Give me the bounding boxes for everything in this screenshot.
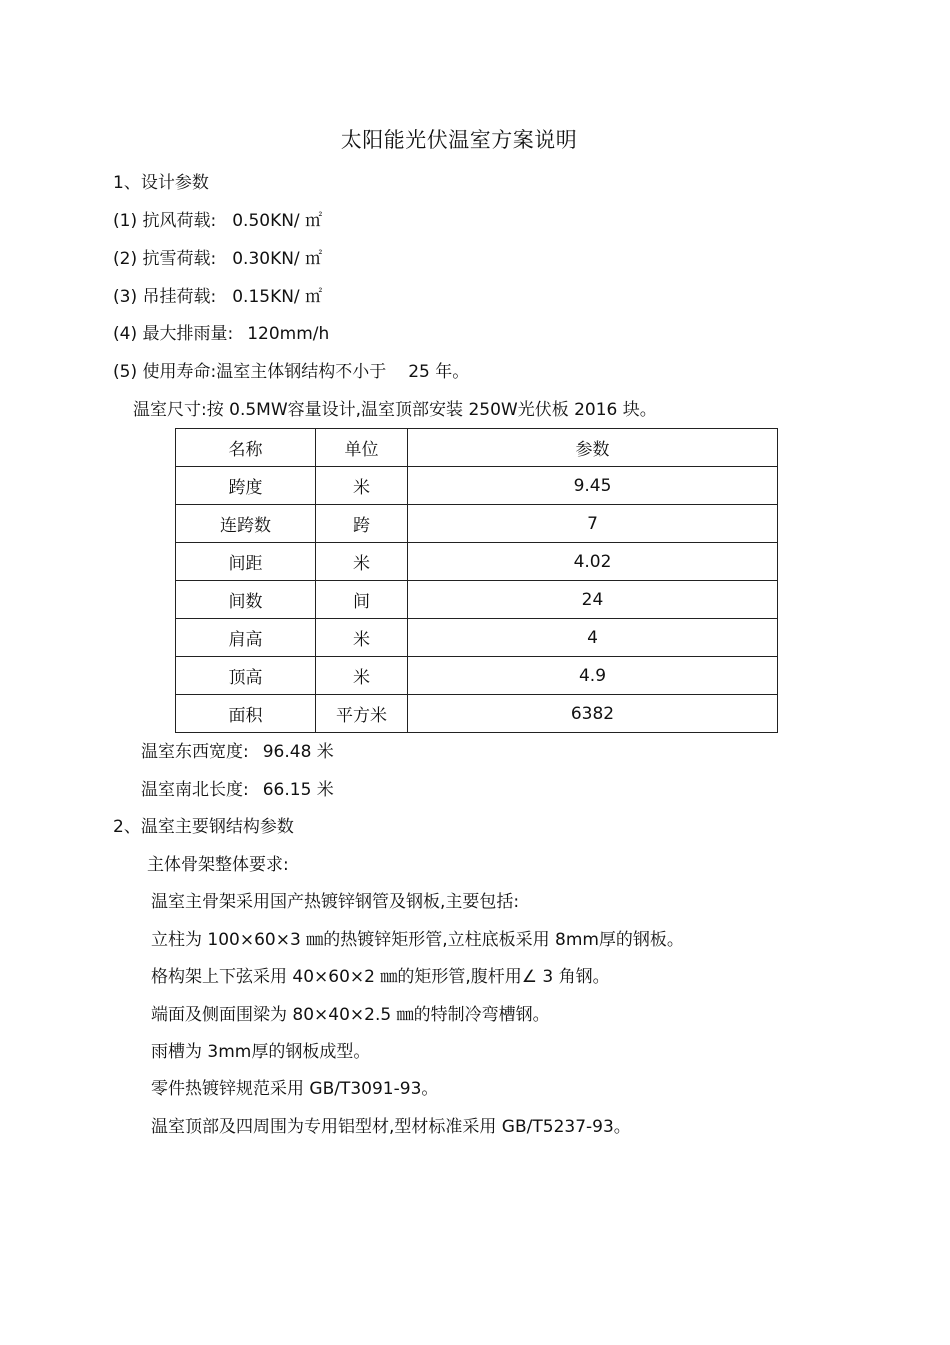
structure-line: 雨槽为 3mm厚的钢板成型。 xyxy=(151,1042,371,1062)
section-2-heading: 2、温室主要钢结构参数 xyxy=(113,817,294,837)
table-cell: 间 xyxy=(316,581,408,619)
table-cell: 米 xyxy=(316,619,408,657)
table-cell: 间数 xyxy=(176,581,316,619)
table-cell: 4.9 xyxy=(408,657,778,695)
table-cell: 间距 xyxy=(176,543,316,581)
structure-line: 格构架上下弦采用 40×60×2 ㎜的矩形管,腹杆用∠ 3 角钢。 xyxy=(151,967,610,987)
header-unit: 单位 xyxy=(316,429,408,467)
table-cell: 连跨数 xyxy=(176,505,316,543)
table-row xyxy=(176,695,778,733)
table-cell: 24 xyxy=(408,581,778,619)
param-label: (3) 吊挂荷载: xyxy=(113,287,217,307)
table-cell: 7 xyxy=(408,505,778,543)
table-cell: 米 xyxy=(316,467,408,505)
east-west-width xyxy=(141,740,334,764)
north-south-length xyxy=(141,778,334,802)
table-row xyxy=(176,543,778,581)
param-value: 120mm/h xyxy=(247,324,330,344)
param-label: (5) 使用寿命:温室主体钢结构不小于 xyxy=(113,362,387,382)
table-cell: 跨度 xyxy=(176,467,316,505)
dimension-label: 温室东西宽度: xyxy=(141,742,249,762)
document-title: 太阳能光伏温室方案说明 xyxy=(340,128,578,152)
parameter-table xyxy=(175,428,778,733)
table-row xyxy=(176,657,778,695)
param-value: 25 年。 xyxy=(408,362,470,382)
table-cell: 面积 xyxy=(176,695,316,733)
table-cell: 肩高 xyxy=(176,619,316,657)
structure-line: 立柱为 100×60×3 ㎜的热镀锌矩形管,立柱底板采用 8mm厚的钢板。 xyxy=(151,930,684,950)
dimension-value: 66.15 米 xyxy=(262,780,334,800)
param-hanging-load xyxy=(113,285,322,309)
param-value: 0.15KN/ ㎡ xyxy=(232,287,323,307)
param-service-life xyxy=(113,360,469,384)
table-cell: 米 xyxy=(316,657,408,695)
dimension-value: 96.48 米 xyxy=(262,742,334,762)
greenhouse-size-note: 温室尺寸:按 0.5MW容量设计,温室顶部安装 250W光伏板 2016 块。 xyxy=(133,400,657,420)
table-header-row xyxy=(176,429,778,467)
dimension-label: 温室南北长度: xyxy=(141,780,249,800)
param-label: (2) 抗雪荷载: xyxy=(113,249,217,269)
table-cell: 米 xyxy=(316,543,408,581)
structure-line: 主体骨架整体要求: xyxy=(147,855,289,875)
table-cell: 顶高 xyxy=(176,657,316,695)
param-label: (4) 最大排雨量: xyxy=(113,324,234,344)
header-value: 参数 xyxy=(408,429,778,467)
table-cell: 4 xyxy=(408,619,778,657)
table-cell: 9.45 xyxy=(408,467,778,505)
header-name: 名称 xyxy=(176,429,316,467)
table-row xyxy=(176,581,778,619)
table-cell: 4.02 xyxy=(408,543,778,581)
table-cell: 跨 xyxy=(316,505,408,543)
table-row xyxy=(176,619,778,657)
section-1-heading: 1、设计参数 xyxy=(113,173,209,193)
param-max-rain xyxy=(113,322,329,346)
param-wind-load xyxy=(113,209,322,233)
param-snow-load xyxy=(113,247,322,271)
table-cell: 平方米 xyxy=(316,695,408,733)
structure-line: 温室顶部及四周围为专用铝型材,型材标准采用 GB/T5237-93。 xyxy=(151,1117,631,1137)
param-value: 0.50KN/ ㎡ xyxy=(232,211,323,231)
structure-line: 温室主骨架采用国产热镀锌钢管及钢板,主要包括: xyxy=(151,892,520,912)
table-cell: 6382 xyxy=(408,695,778,733)
param-label: (1) 抗风荷载: xyxy=(113,211,217,231)
table-row xyxy=(176,505,778,543)
structure-line: 端面及侧面围梁为 80×40×2.5 ㎜的特制冷弯槽钢。 xyxy=(151,1005,550,1025)
structure-line: 零件热镀锌规范采用 GB/T3091-93。 xyxy=(151,1079,439,1099)
table-row xyxy=(176,467,778,505)
param-value: 0.30KN/ ㎡ xyxy=(232,249,323,269)
